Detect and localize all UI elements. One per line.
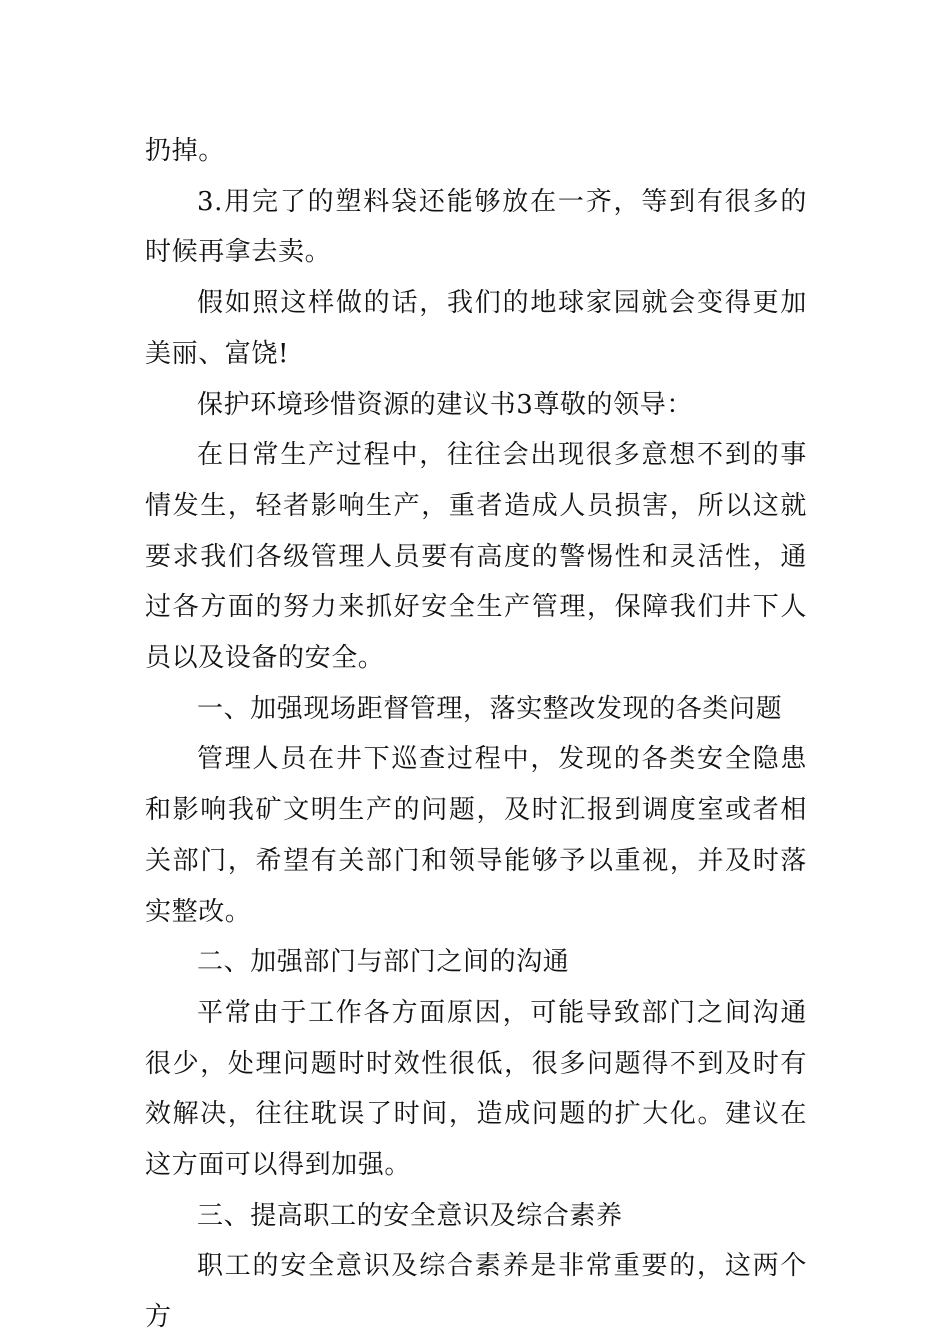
document-body — [145, 126, 807, 1343]
paragraph: 在日常生产过程中，往往会出现很多意想不到的事情发生，轻者影响生产，重者造成人员损害，所以这就要求我们各级管理人员要有高度的警惕性和灵活性，通过各方面的努力来抓好安全生产管理，保障我们井下人员以及设备的安全。 — [145, 440, 807, 674]
paragraph: 管理人员在井下巡查过程中，发现的各类安全隐患和影响我矿文明生产的问题，及时汇报到调度室或者相关部门，希望有关部门和领导能够予以重视，并及时落实整改。 — [145, 744, 807, 927]
paragraph: 扔掉。 — [145, 136, 225, 166]
paragraph: 假如照这样做的话，我们的地球家园就会变得更加美丽、富饶! — [145, 288, 807, 369]
paragraph: 平常由于工作各方面原因，可能导致部门之间沟通很少，处理问题时时效性很低，很多问题得不到及时有效解决，往往耽误了时间，造成问题的扩大化。建议在这方面可以得到加强。 — [145, 997, 807, 1181]
section-heading: 三、提高职工的安全意识及综合素养 — [197, 1200, 623, 1231]
paragraph: 职工的安全意识及综合素养是非常重要的，这两个方 — [145, 1251, 807, 1333]
paragraph: 3.用完了的塑料袋还能够放在一齐，等到有很多的时候再拿去卖。 — [145, 186, 807, 268]
section-heading: 一、加强现场距督管理，落实整改发现的各类问题 — [197, 693, 783, 724]
section-heading: 二、加强部门与部门之间的沟通 — [197, 947, 570, 978]
paragraph: 保护环境珍惜资源的建议书3尊敬的领导： — [197, 389, 693, 420]
